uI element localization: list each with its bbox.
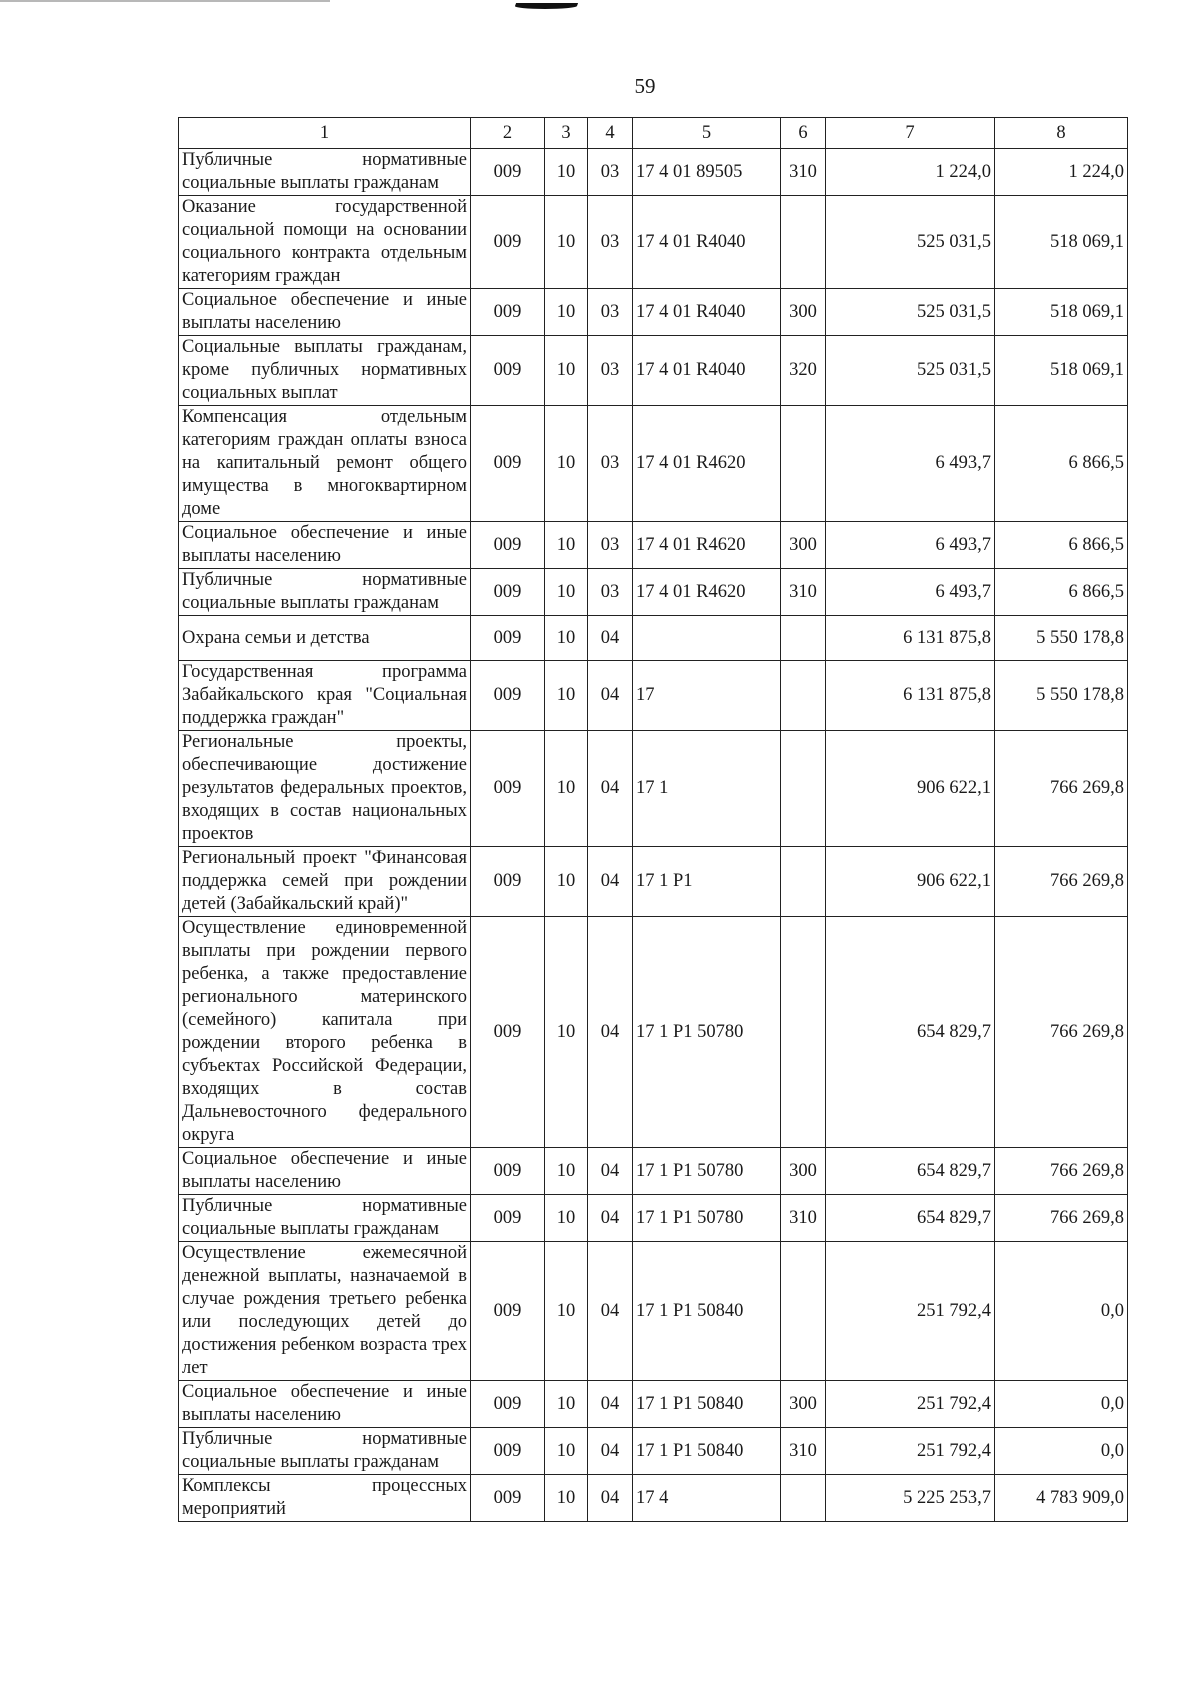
table-row bbox=[179, 1381, 1128, 1428]
cell-subsection-code: 03 bbox=[588, 336, 633, 406]
cell-target-article-code: 17 1 P1 50780 bbox=[633, 1148, 781, 1195]
cell-subsection-code: 04 bbox=[588, 661, 633, 731]
cell-section-code: 10 bbox=[545, 661, 588, 731]
cell-amount-year-2: 766 269,8 bbox=[995, 917, 1128, 1148]
cell-section-code: 10 bbox=[545, 1475, 588, 1522]
cell-item-name: Региональный проект "Финансовая поддержка семей при рождении детей (Забайкальский край)" bbox=[179, 847, 471, 917]
cell-ministry-code: 009 bbox=[471, 522, 545, 569]
cell-target-article-code: 17 4 01 R4040 bbox=[633, 336, 781, 406]
cell-expense-type-code bbox=[781, 847, 826, 917]
cell-amount-year-1: 1 224,0 bbox=[826, 149, 995, 196]
cell-ministry-code: 009 bbox=[471, 406, 545, 522]
cell-target-article-code: 17 1 P1 50840 bbox=[633, 1242, 781, 1381]
cell-amount-year-1: 654 829,7 bbox=[826, 1195, 995, 1242]
cell-amount-year-2: 518 069,1 bbox=[995, 336, 1128, 406]
table-row bbox=[179, 847, 1128, 917]
cell-amount-year-2: 766 269,8 bbox=[995, 1148, 1128, 1195]
cell-expense-type-code: 310 bbox=[781, 1195, 826, 1242]
table-row bbox=[179, 336, 1128, 406]
cell-ministry-code: 009 bbox=[471, 1381, 545, 1428]
cell-amount-year-2: 6 866,5 bbox=[995, 406, 1128, 522]
cell-amount-year-1: 251 792,4 bbox=[826, 1242, 995, 1381]
cell-subsection-code: 03 bbox=[588, 149, 633, 196]
cell-target-article-code: 17 4 bbox=[633, 1475, 781, 1522]
cell-expense-type-code: 300 bbox=[781, 289, 826, 336]
cell-amount-year-2: 0,0 bbox=[995, 1242, 1128, 1381]
cell-amount-year-1: 251 792,4 bbox=[826, 1381, 995, 1428]
table-row bbox=[179, 616, 1128, 661]
header-col-3: 3 bbox=[545, 118, 588, 149]
header-col-2: 2 bbox=[471, 118, 545, 149]
cell-amount-year-1: 906 622,1 bbox=[826, 847, 995, 917]
cell-ministry-code: 009 bbox=[471, 661, 545, 731]
cell-subsection-code: 04 bbox=[588, 1428, 633, 1475]
cell-section-code: 10 bbox=[545, 1195, 588, 1242]
table-row bbox=[179, 917, 1128, 1148]
cell-ministry-code: 009 bbox=[471, 731, 545, 847]
header-col-1: 1 bbox=[179, 118, 471, 149]
cell-target-article-code: 17 4 01 R4620 bbox=[633, 569, 781, 616]
cell-amount-year-1: 906 622,1 bbox=[826, 731, 995, 847]
cell-amount-year-2: 518 069,1 bbox=[995, 196, 1128, 289]
cell-section-code: 10 bbox=[545, 1242, 588, 1381]
cell-expense-type-code bbox=[781, 1475, 826, 1522]
cell-expense-type-code bbox=[781, 616, 826, 661]
cell-section-code: 10 bbox=[545, 1381, 588, 1428]
cell-amount-year-1: 6 131 875,8 bbox=[826, 661, 995, 731]
table-row bbox=[179, 661, 1128, 731]
cell-target-article-code: 17 1 P1 50840 bbox=[633, 1428, 781, 1475]
table-row bbox=[179, 522, 1128, 569]
cell-subsection-code: 04 bbox=[588, 917, 633, 1148]
cell-target-article-code: 17 4 01 R4620 bbox=[633, 406, 781, 522]
table-row bbox=[179, 289, 1128, 336]
cell-item-name: Компенсация отдельным категориям граждан оплаты взноса на капитальный ремонт общего имущества в многоквартирном доме bbox=[179, 406, 471, 522]
cell-amount-year-2: 766 269,8 bbox=[995, 731, 1128, 847]
table-row bbox=[179, 1475, 1128, 1522]
table-row bbox=[179, 149, 1128, 196]
cell-subsection-code: 04 bbox=[588, 1242, 633, 1381]
cell-amount-year-1: 654 829,7 bbox=[826, 1148, 995, 1195]
cell-target-article-code: 17 1 P1 bbox=[633, 847, 781, 917]
cell-expense-type-code: 310 bbox=[781, 1428, 826, 1475]
cell-subsection-code: 03 bbox=[588, 289, 633, 336]
page-number: 59 bbox=[634, 74, 656, 98]
table-row bbox=[179, 196, 1128, 289]
header-row bbox=[179, 118, 1128, 149]
cell-subsection-code: 03 bbox=[588, 196, 633, 289]
cell-ministry-code: 009 bbox=[471, 336, 545, 406]
cell-amount-year-2: 5 550 178,8 bbox=[995, 616, 1128, 661]
cell-target-article-code: 17 4 01 R4040 bbox=[633, 289, 781, 336]
cell-amount-year-1: 525 031,5 bbox=[826, 289, 995, 336]
table-row bbox=[179, 1195, 1128, 1242]
cell-expense-type-code: 300 bbox=[781, 522, 826, 569]
header-col-8: 8 bbox=[995, 118, 1128, 149]
cell-expense-type-code bbox=[781, 731, 826, 847]
cell-amount-year-1: 5 225 253,7 bbox=[826, 1475, 995, 1522]
cell-ministry-code: 009 bbox=[471, 1242, 545, 1381]
cell-item-name: Охрана семьи и детства bbox=[179, 616, 471, 661]
cell-subsection-code: 04 bbox=[588, 1381, 633, 1428]
cell-item-name: Публичные нормативные социальные выплаты гражданам bbox=[179, 1428, 471, 1475]
cell-subsection-code: 03 bbox=[588, 406, 633, 522]
cell-subsection-code: 03 bbox=[588, 522, 633, 569]
cell-section-code: 10 bbox=[545, 289, 588, 336]
cell-expense-type-code: 300 bbox=[781, 1148, 826, 1195]
cell-amount-year-2: 6 866,5 bbox=[995, 569, 1128, 616]
cell-expense-type-code bbox=[781, 917, 826, 1148]
cell-amount-year-1: 6 493,7 bbox=[826, 569, 995, 616]
cell-expense-type-code bbox=[781, 1242, 826, 1381]
cell-amount-year-1: 6 493,7 bbox=[826, 522, 995, 569]
cell-amount-year-1: 525 031,5 bbox=[826, 196, 995, 289]
cell-item-name: Социальное обеспечение и иные выплаты населению bbox=[179, 289, 471, 336]
cell-amount-year-2: 518 069,1 bbox=[995, 289, 1128, 336]
cell-ministry-code: 009 bbox=[471, 1195, 545, 1242]
cell-target-article-code: 17 bbox=[633, 661, 781, 731]
cell-item-name: Публичные нормативные социальные выплаты гражданам bbox=[179, 149, 471, 196]
header-col-6: 6 bbox=[781, 118, 826, 149]
table-row bbox=[179, 1148, 1128, 1195]
cell-ministry-code: 009 bbox=[471, 616, 545, 661]
cell-ministry-code: 009 bbox=[471, 1148, 545, 1195]
cell-section-code: 10 bbox=[545, 196, 588, 289]
header-col-5: 5 bbox=[633, 118, 781, 149]
cell-amount-year-2: 5 550 178,8 bbox=[995, 661, 1128, 731]
cell-section-code: 10 bbox=[545, 1148, 588, 1195]
scan-artifact-mark bbox=[514, 3, 578, 9]
cell-subsection-code: 04 bbox=[588, 1148, 633, 1195]
cell-item-name: Социальное обеспечение и иные выплаты населению bbox=[179, 1148, 471, 1195]
cell-subsection-code: 03 bbox=[588, 569, 633, 616]
table-row bbox=[179, 406, 1128, 522]
cell-item-name: Оказание государственной социальной помощи на основании социального контракта отдельным категориям граждан bbox=[179, 196, 471, 289]
cell-subsection-code: 04 bbox=[588, 1475, 633, 1522]
cell-amount-year-2: 766 269,8 bbox=[995, 847, 1128, 917]
cell-target-article-code bbox=[633, 616, 781, 661]
cell-target-article-code: 17 1 P1 50780 bbox=[633, 1195, 781, 1242]
cell-section-code: 10 bbox=[545, 522, 588, 569]
cell-item-name: Осуществление ежемесячной денежной выплаты, назначаемой в случае рождения третьего ребенка или последующих детей до достижения ребенком возраста трех лет bbox=[179, 1242, 471, 1381]
cell-section-code: 10 bbox=[545, 336, 588, 406]
cell-item-name: Комплексы процессных мероприятий bbox=[179, 1475, 471, 1522]
cell-target-article-code: 17 1 P1 50780 bbox=[633, 917, 781, 1148]
cell-amount-year-1: 525 031,5 bbox=[826, 336, 995, 406]
cell-amount-year-2: 0,0 bbox=[995, 1428, 1128, 1475]
cell-amount-year-1: 6 131 875,8 bbox=[826, 616, 995, 661]
cell-target-article-code: 17 1 P1 50840 bbox=[633, 1381, 781, 1428]
cell-subsection-code: 04 bbox=[588, 731, 633, 847]
cell-item-name: Региональные проекты, обеспечивающие достижение результатов федеральных проектов, входящих в состав национальных проектов bbox=[179, 731, 471, 847]
cell-section-code: 10 bbox=[545, 616, 588, 661]
table-row bbox=[179, 1428, 1128, 1475]
cell-section-code: 10 bbox=[545, 1428, 588, 1475]
cell-ministry-code: 009 bbox=[471, 289, 545, 336]
cell-amount-year-2: 4 783 909,0 bbox=[995, 1475, 1128, 1522]
cell-expense-type-code: 300 bbox=[781, 1381, 826, 1428]
cell-expense-type-code: 310 bbox=[781, 569, 826, 616]
cell-ministry-code: 009 bbox=[471, 149, 545, 196]
cell-subsection-code: 04 bbox=[588, 847, 633, 917]
cell-target-article-code: 17 1 bbox=[633, 731, 781, 847]
budget-table bbox=[178, 117, 1128, 1522]
table-row bbox=[179, 569, 1128, 616]
cell-section-code: 10 bbox=[545, 731, 588, 847]
header-col-4: 4 bbox=[588, 118, 633, 149]
scan-border-line bbox=[0, 0, 330, 2]
cell-ministry-code: 009 bbox=[471, 1475, 545, 1522]
cell-section-code: 10 bbox=[545, 149, 588, 196]
table-row bbox=[179, 1242, 1128, 1381]
cell-amount-year-2: 766 269,8 bbox=[995, 1195, 1128, 1242]
cell-expense-type-code: 320 bbox=[781, 336, 826, 406]
cell-expense-type-code bbox=[781, 406, 826, 522]
cell-section-code: 10 bbox=[545, 847, 588, 917]
cell-item-name: Публичные нормативные социальные выплаты гражданам bbox=[179, 569, 471, 616]
cell-target-article-code: 17 4 01 R4620 bbox=[633, 522, 781, 569]
cell-item-name: Социальные выплаты гражданам, кроме публичных нормативных социальных выплат bbox=[179, 336, 471, 406]
cell-ministry-code: 009 bbox=[471, 196, 545, 289]
cell-expense-type-code bbox=[781, 196, 826, 289]
cell-ministry-code: 009 bbox=[471, 917, 545, 1148]
cell-amount-year-1: 654 829,7 bbox=[826, 917, 995, 1148]
cell-amount-year-2: 6 866,5 bbox=[995, 522, 1128, 569]
cell-amount-year-1: 6 493,7 bbox=[826, 406, 995, 522]
cell-item-name: Государственная программа Забайкальского края "Социальная поддержка граждан" bbox=[179, 661, 471, 731]
cell-ministry-code: 009 bbox=[471, 569, 545, 616]
table-row bbox=[179, 731, 1128, 847]
cell-amount-year-2: 1 224,0 bbox=[995, 149, 1128, 196]
cell-section-code: 10 bbox=[545, 569, 588, 616]
cell-ministry-code: 009 bbox=[471, 847, 545, 917]
cell-target-article-code: 17 4 01 R4040 bbox=[633, 196, 781, 289]
cell-expense-type-code bbox=[781, 661, 826, 731]
cell-item-name: Публичные нормативные социальные выплаты гражданам bbox=[179, 1195, 471, 1242]
cell-item-name: Социальное обеспечение и иные выплаты населению bbox=[179, 1381, 471, 1428]
cell-item-name: Социальное обеспечение и иные выплаты населению bbox=[179, 522, 471, 569]
cell-subsection-code: 04 bbox=[588, 616, 633, 661]
cell-subsection-code: 04 bbox=[588, 1195, 633, 1242]
cell-section-code: 10 bbox=[545, 406, 588, 522]
cell-item-name: Осуществление единовременной выплаты при рождении первого ребенка, а также предоставление регионального материнского (семейного) капитала при рождении второго ребенка в субъектах Российской Федерации, входящих в состав Дальневосточного федерального округа bbox=[179, 917, 471, 1148]
cell-amount-year-1: 251 792,4 bbox=[826, 1428, 995, 1475]
cell-expense-type-code: 310 bbox=[781, 149, 826, 196]
cell-target-article-code: 17 4 01 89505 bbox=[633, 149, 781, 196]
header-col-7: 7 bbox=[826, 118, 995, 149]
cell-section-code: 10 bbox=[545, 917, 588, 1148]
cell-ministry-code: 009 bbox=[471, 1428, 545, 1475]
cell-amount-year-2: 0,0 bbox=[995, 1381, 1128, 1428]
